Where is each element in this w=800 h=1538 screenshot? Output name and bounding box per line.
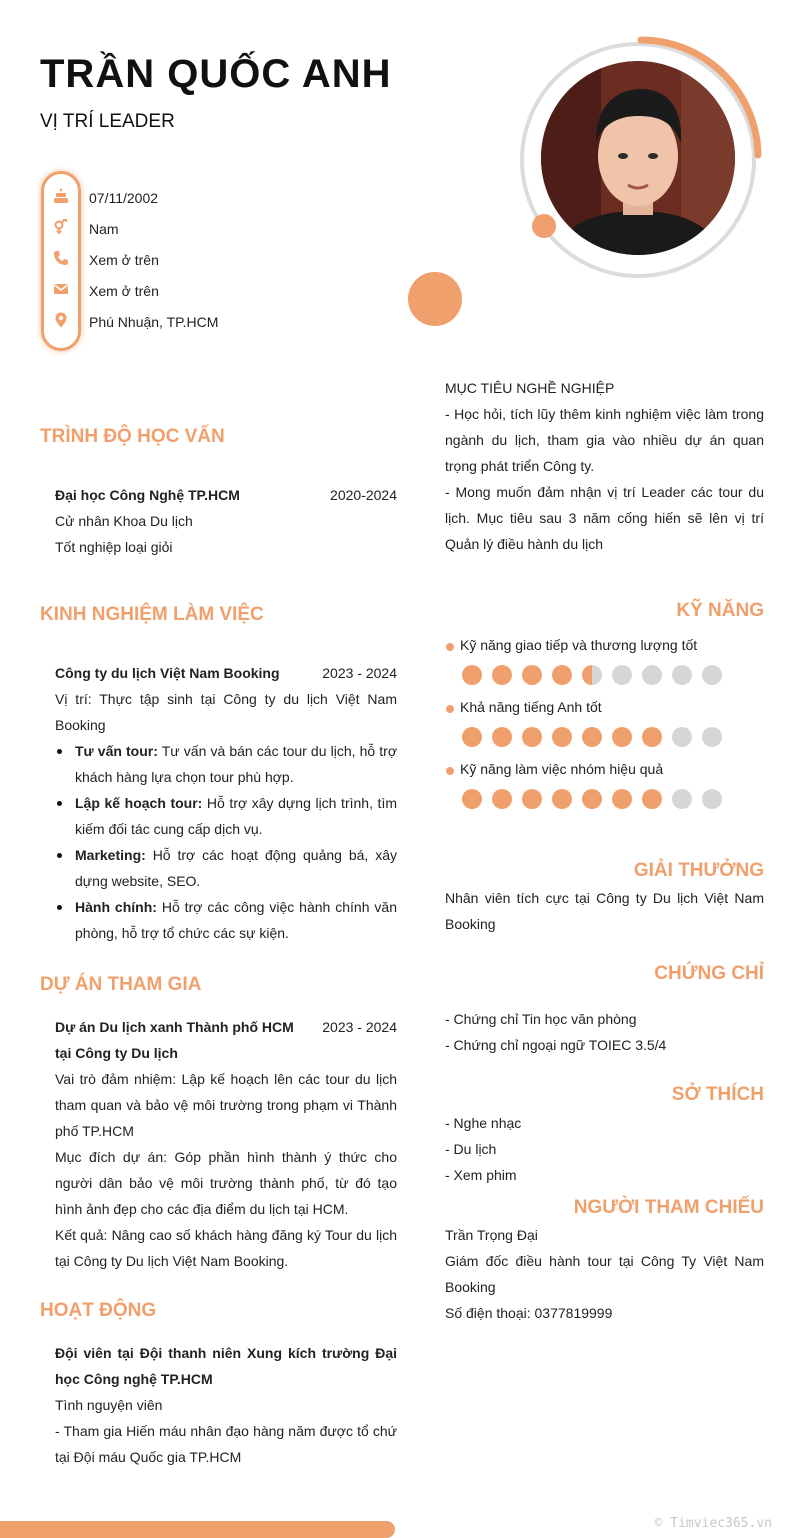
- decor-dot-small: [532, 214, 556, 238]
- contact-address: Phú Nhuận, TP.HCM: [89, 314, 219, 330]
- skill-rating-dot: [582, 727, 602, 747]
- project-period: 2023 - 2024: [322, 1019, 397, 1035]
- projects-title: DỰ ÁN THAM GIA: [40, 974, 202, 995]
- candidate-name: TRẦN QUỐC ANH: [40, 52, 392, 96]
- skill-item: [445, 761, 765, 809]
- reference-name: Trần Trọng Đại: [445, 1227, 538, 1243]
- skill-rating-dot: [582, 789, 602, 809]
- company-name: Công ty du lịch Việt Nam Booking: [55, 665, 280, 681]
- list-item: Lập kế hoạch tour: Hỗ trợ xây dựng lịch trình, tìm kiếm đối tác cung cấp dịch vụ.: [55, 790, 397, 842]
- skill-rating-dot: [612, 727, 632, 747]
- skills-list: [445, 637, 765, 809]
- skill-rating-dot: [492, 789, 512, 809]
- skill-rating-dot: [642, 727, 662, 747]
- education-detail: Tốt nghiệp loại giỏi: [55, 539, 173, 555]
- avatar: [541, 61, 735, 255]
- skill-rating-dot: [492, 727, 512, 747]
- skill-rating-dot: [552, 789, 572, 809]
- certificates-title: CHỨNG CHỈ: [654, 963, 764, 984]
- email-icon: [53, 281, 69, 297]
- skill-rating: [462, 665, 765, 685]
- skill-rating-dot: [462, 727, 482, 747]
- skill-rating: [462, 727, 765, 747]
- decor-dot-large: [408, 272, 462, 326]
- education-period: 2020-2024: [330, 487, 397, 503]
- skill-rating-dot: [612, 665, 632, 685]
- list-item: - Du lịch: [445, 1141, 497, 1157]
- skill-label: Khả năng tiếng Anh tốt: [445, 699, 765, 715]
- project-entry: [55, 1014, 397, 1274]
- skill-rating-dot: [672, 665, 692, 685]
- skill-rating-dot: [552, 665, 572, 685]
- career-objective: [445, 375, 764, 557]
- objective-paragraph: - Học hỏi, tích lũy thêm kinh nghiệm việc làm trong ngành du lịch, tham gia vào nhiều dự án quan trọng phát triển Công ty.: [445, 406, 764, 474]
- objective-paragraph: - Mong muốn đảm nhận vị trí Leader các tour du lịch. Mục tiêu sau 3 năm cống hiến sẽ lên vị trí Quản lý điều hành du lịch: [445, 484, 764, 552]
- skill-rating-dot: [492, 665, 512, 685]
- awards-title: GIẢI THƯỞNG: [633, 860, 764, 881]
- skill-rating-dot: [672, 789, 692, 809]
- education-title: TRÌNH ĐỘ HỌC VẤN: [40, 426, 225, 447]
- skill-rating-dot: [642, 665, 662, 685]
- location-pin-icon: [53, 312, 69, 328]
- education-entry: [55, 482, 397, 560]
- candidate-position: VỊ TRÍ LEADER: [40, 111, 175, 132]
- skill-item: [445, 699, 765, 747]
- skill-rating-dot: [702, 727, 722, 747]
- skill-rating-dot: [522, 789, 542, 809]
- activity-description: - Tham gia Hiến máu nhân đạo hàng năm được tổ chứ tại Đội máu Quốc gia TP.HCM: [55, 1423, 397, 1465]
- activities-title: HOẠT ĐỘNG: [40, 1300, 157, 1321]
- list-item: Marketing: Hỗ trợ các hoạt động quảng bá, xây dựng website, SEO.: [55, 842, 397, 894]
- skill-rating-dot: [522, 727, 542, 747]
- list-item: - Chứng chỉ ngoại ngữ TOIEC 3.5/4: [445, 1037, 667, 1053]
- certificates-list: [445, 1006, 764, 1058]
- project-name: Dự án Du lịch xanh Thành phố HCM tại Công ty Du lịch: [55, 1019, 294, 1061]
- skill-rating-dot: [672, 727, 692, 747]
- watermark: © Timviec365.vn: [654, 1516, 772, 1531]
- education-detail: Cử nhân Khoa Du lịch: [55, 513, 193, 529]
- skill-rating-dot: [702, 789, 722, 809]
- hobbies-list: [445, 1110, 764, 1188]
- footer-accent-bar: [0, 1521, 395, 1538]
- skill-rating-dot: [612, 789, 632, 809]
- skill-rating: [462, 789, 765, 809]
- reference-entry: [445, 1222, 764, 1326]
- activity-role: Tình nguyện viên: [55, 1397, 163, 1413]
- skill-label: Kỹ năng làm việc nhóm hiệu quả: [445, 761, 765, 777]
- reference-job: Giám đốc điều hành tour tại Công Ty Việt Nam Booking: [445, 1253, 764, 1295]
- project-paragraph: Mục đích dự án: Góp phần hình thành ý thức cho người dân bảo vệ môi trường thành phố, từ đó tạo hình ảnh đẹp cho các địa điểm du lịch tại HCM.: [55, 1149, 397, 1217]
- gender-icon: [53, 219, 69, 235]
- list-item: Hành chính: Hỗ trợ các công việc hành chính văn phòng, hỗ trợ tổ chức các sự kiện.: [55, 894, 397, 946]
- skill-rating-dot: [642, 789, 662, 809]
- award-text: Nhân viên tích cực tại Công ty Du lịch Việt Nam Booking: [445, 890, 764, 932]
- profile-photo: [541, 61, 735, 255]
- list-item: - Nghe nhạc: [445, 1115, 522, 1131]
- contact-phone: Xem ở trên: [89, 252, 159, 268]
- skill-item: [445, 637, 765, 685]
- project-paragraph: Kết quả: Nâng cao số khách hàng đăng ký Tour du lịch tại Công ty Du lịch Việt Nam Booking.: [55, 1227, 397, 1269]
- skill-rating-dot: [522, 665, 542, 685]
- birthday-cake-icon: [53, 188, 69, 204]
- contact-email: Xem ở trên: [89, 283, 159, 299]
- activity-organization: Đội viên tại Đội thanh niên Xung kích trường Đại học Công nghệ TP.HCM: [55, 1345, 397, 1387]
- project-paragraph: Vai trò đảm nhiệm: Lập kế hoạch lên các tour du lịch tham quan và bảo vệ môi trường trong phạm vi Thành phố TP.HCM: [55, 1071, 397, 1139]
- experience-entry: [55, 660, 397, 946]
- list-item: - Chứng chỉ Tin học văn phòng: [445, 1011, 637, 1027]
- skill-rating-dot: [552, 727, 572, 747]
- skill-rating-dot: [582, 665, 602, 685]
- hobbies-title: SỞ THÍCH: [671, 1084, 764, 1105]
- skill-label: Kỹ năng giao tiếp và thương lượng tốt: [445, 637, 765, 653]
- skills-title: KỸ NĂNG: [676, 600, 764, 621]
- contact-birthday: 07/11/2002: [89, 190, 159, 206]
- skill-rating-dot: [702, 665, 722, 685]
- experience-role: Vị trí: Thực tập sinh tại Công ty du lịch Việt Nam Booking: [55, 691, 397, 733]
- phone-icon: [53, 250, 69, 266]
- contact-gender: Nam: [89, 221, 119, 237]
- experience-title: KINH NGHIỆM LÀM VIỆC: [40, 604, 264, 625]
- list-item: Tư vấn tour: Tư vấn và bán các tour du lịch, hỗ trợ khách hàng lựa chọn tour phù hợp.: [55, 738, 397, 790]
- activity-entry: [55, 1340, 397, 1470]
- school-name: Đại học Công Nghệ TP.HCM: [55, 487, 240, 503]
- list-item: - Xem phim: [445, 1167, 517, 1183]
- reference-phone: Số điện thoại: 0377819999: [445, 1305, 613, 1321]
- experience-period: 2023 - 2024: [322, 665, 397, 681]
- references-title: NGƯỜI THAM CHIẾU: [573, 1197, 764, 1218]
- objective-title: MỤC TIÊU NGHỀ NGHIỆP: [445, 380, 615, 396]
- skill-rating-dot: [462, 665, 482, 685]
- skill-rating-dot: [462, 789, 482, 809]
